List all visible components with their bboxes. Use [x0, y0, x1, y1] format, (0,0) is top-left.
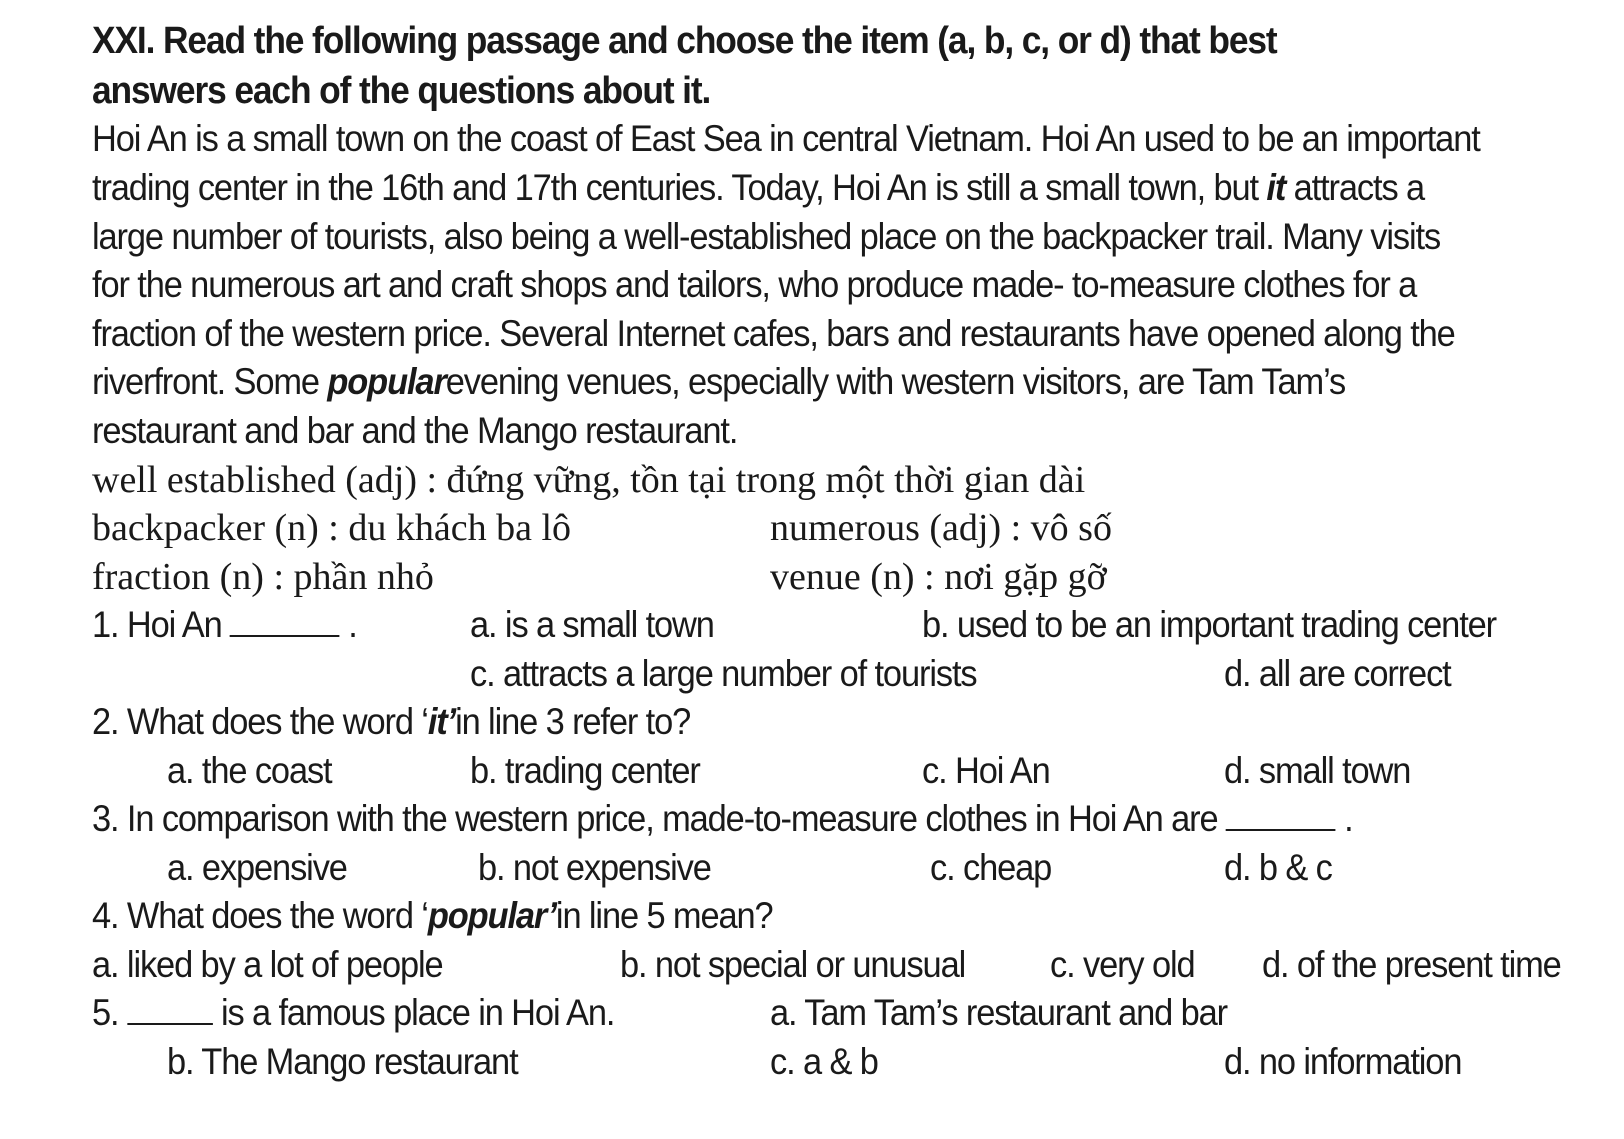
question-4-text: 4. What does the word ‘ — [92, 895, 428, 936]
vocab-numerous: numerous (adj) : vô số — [770, 507, 1112, 549]
question-1-option-a: a. is a small town — [470, 604, 714, 645]
question-5-text: is a famous place in Hoi An. — [220, 992, 615, 1033]
question-5-option-a: a. Tam Tam’s restaurant and bar — [770, 992, 1227, 1033]
question-1-stem — [92, 603, 357, 647]
answer-blank — [1226, 799, 1336, 831]
question-5-option-c: c. a & b — [770, 1041, 878, 1082]
question-3-stem — [92, 797, 1353, 841]
passage-line-6 — [92, 360, 1345, 404]
passage-line-5: fraction of the western price. Several Internet cafes, bars and restaurants have opened along the — [92, 313, 1455, 354]
question-4-text: in line 5 mean? — [555, 895, 773, 936]
question-4-option-d: d. of the present time — [1262, 944, 1561, 985]
question-2-text: in line 3 refer to? — [455, 701, 691, 742]
question-5-option-b: b. The Mango restaurant — [167, 1041, 518, 1082]
exercise-heading-line-1: XXI. Read the following passage and choose the item (a, b, c, or d) that best — [92, 20, 1277, 62]
question-4-stem — [92, 894, 773, 938]
vocab-well-established: well established (adj) : đứng vững, tồn tại trong một thời gian dài — [92, 459, 1086, 501]
question-1-option-d: d. all are correct — [1224, 653, 1451, 694]
question-3-text: 3. In comparison with the western price, made-to-measure clothes in Hoi An are — [92, 798, 1218, 839]
question-5-number: 5. — [92, 992, 119, 1033]
question-5-option-d: d. no information — [1224, 1041, 1462, 1082]
question-4-option-c: c. very old — [1050, 944, 1195, 985]
highlighted-word-it: it — [1266, 167, 1286, 208]
question-1-option-c: c. attracts a large number of tourists — [470, 653, 977, 694]
question-5-stem — [92, 991, 614, 1035]
exercise-heading-line-2: answers each of the questions about it. — [92, 70, 711, 112]
question-3-option-d: d. b & c — [1224, 847, 1332, 888]
vocab-venue: venue (n) : nơi gặp gỡ — [770, 556, 1107, 598]
question-2-option-c: c. Hoi An — [922, 750, 1050, 791]
question-2-option-b: b. trading center — [470, 750, 700, 791]
answer-blank — [127, 993, 213, 1025]
question-3-tail: . — [1344, 798, 1353, 839]
passage-line-1: Hoi An is a small town on the coast of East Sea in central Vietnam. Hoi An used to be an important — [92, 118, 1480, 159]
question-2-text: 2. What does the word ‘ — [92, 701, 428, 742]
question-4-option-b: b. not special or unusual — [620, 944, 966, 985]
passage-text: riverfront. Some — [92, 361, 328, 402]
passage-line-7: restaurant and bar and the Mango restaurant. — [92, 410, 738, 451]
question-3-option-a: a. expensive — [167, 847, 347, 888]
vocab-fraction: fraction (n) : phần nhỏ — [92, 556, 434, 598]
passage-text: evening venues, especially with western visitors, are Tam Tam’s — [445, 361, 1346, 402]
question-2-stem — [92, 700, 690, 744]
question-3-option-c: c. cheap — [930, 847, 1052, 888]
passage-text: attracts a — [1285, 167, 1425, 208]
question-1-tail: . — [348, 604, 357, 645]
question-2-keyword: it’ — [427, 701, 456, 742]
question-1-option-b: b. used to be an important trading center — [922, 604, 1497, 645]
answer-blank — [230, 605, 340, 637]
question-4-option-a: a. liked by a lot of people — [92, 944, 443, 985]
highlighted-word-popular: popular — [327, 361, 446, 402]
question-3-option-b: b. not expensive — [478, 847, 711, 888]
vocab-backpacker: backpacker (n) : du khách ba lô — [92, 507, 572, 549]
passage-line-2 — [92, 166, 1424, 210]
question-1-text: 1. Hoi An — [92, 604, 222, 645]
question-2-option-d: d. small town — [1224, 750, 1411, 791]
passage-line-3: large number of tourists, also being a well-established place on the backpacker trail. Many visits — [92, 216, 1441, 257]
question-4-keyword: popular’ — [427, 895, 556, 936]
passage-text: trading center in the 16th and 17th centuries. Today, Hoi An is still a small town, but — [92, 167, 1267, 208]
passage-line-4: for the numerous art and craft shops and tailors, who produce made- to-measure clothes for a — [92, 264, 1417, 305]
question-2-option-a: a. the coast — [167, 750, 332, 791]
